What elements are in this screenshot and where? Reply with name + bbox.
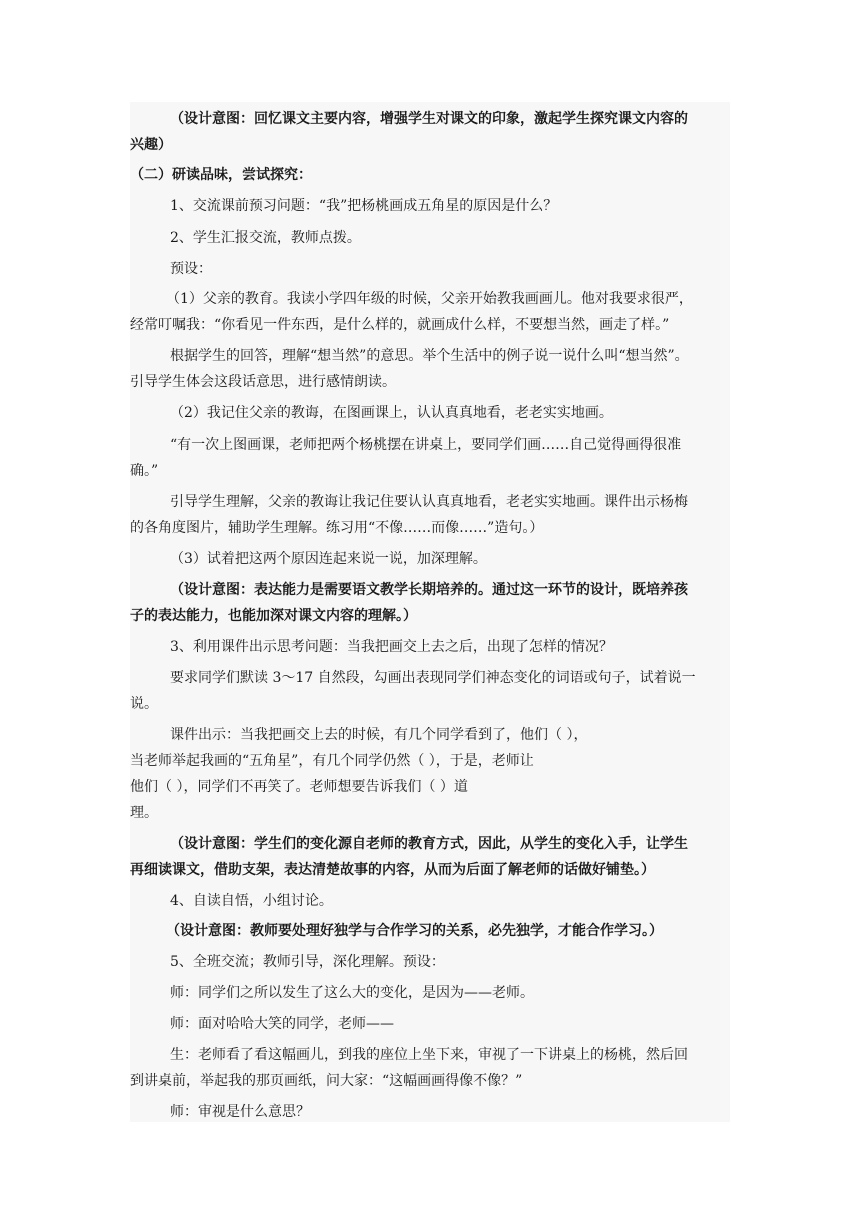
reason-2: （2）我记住父亲的教诲，在图画课上，认认真真地看，老老实实地画。 bbox=[170, 405, 613, 421]
design-intent-1-line1: （设计意图：回忆课文主要内容，增强学生对课文的印象，激起学生探究课文内容的 bbox=[170, 111, 688, 127]
teacher-line-1: 师：同学们之所以发生了这么大的变化，是因为——老师。 bbox=[170, 985, 534, 1001]
step-3: 3、利用课件出示思考问题：当我把画交上去之后，出现了怎样的情况？ bbox=[170, 639, 613, 655]
courseware-line2: 当老师举起我画的“五角星”，有几个同学仍然（ ），于是，老师让 bbox=[130, 753, 534, 769]
design-intent-2-line2: 子的表达能力，也能加深对课文内容的理解。） bbox=[130, 608, 417, 624]
quote-line2: 确。” bbox=[130, 463, 159, 479]
student-line-1: 生：老师看了看这幅画儿，到我的座位上坐下来，审视了一下讲桌上的杨桃，然后回 bbox=[170, 1047, 688, 1063]
step-2: 2、学生汇报交流，教师点拨。 bbox=[170, 230, 361, 246]
reason-1-line1: （1）父亲的教育。我读小学四年级的时候，父亲开始教我画画儿。他对我要求很严， bbox=[166, 291, 693, 307]
section-heading-2: （二）研读品味，尝试探究： bbox=[130, 167, 312, 183]
courseware-line1: 课件出示：当我把画交上去的时候，有几个同学看到了，他们（ ）， bbox=[170, 727, 588, 743]
reason-3: （3）试着把这两个原因连起来说一说，加深理解。 bbox=[170, 551, 487, 567]
design-intent-3-line1: （设计意图：学生们的变化源自老师的教育方式，因此，从学生的变化入手，让学生 bbox=[170, 836, 688, 852]
quote-line1: “有一次上图画课，老师把两个杨桃摆在讲桌上，要同学们画……自己觉得画得很准 bbox=[170, 437, 682, 453]
guide-1-line1: 根据学生的回答，理解“想当然”的意思。举个生活中的例子说一说什么叫“想当然”。 bbox=[170, 348, 689, 364]
reading-task-line1: 要求同学们默读 3～17 自然段，勾画出表现同学们神态变化的词语或句子，试着说一 bbox=[170, 670, 696, 686]
design-intent-1-line2: 兴趣） bbox=[130, 137, 172, 153]
step-1: 1、交流课前预习问题：“我”把杨桃画成五角星的原因是什么？ bbox=[170, 198, 558, 214]
teacher-line-2: 师：面对哈哈大笑的同学，老师—— bbox=[170, 1016, 394, 1032]
guide-2-line2: 的各角度图片，辅助学生理解。练习用“不像……而像……”造句。） bbox=[130, 520, 544, 536]
reading-task-line2: 说。 bbox=[130, 696, 158, 712]
teacher-line-3: 师：审视是什么意思？ bbox=[170, 1104, 310, 1120]
student-line-2: 到讲桌前，举起我的那页画纸，问大家：“这幅画画得像不像？” bbox=[130, 1073, 523, 1089]
design-intent-3-line2: 再细读课文，借助支架，表达清楚故事的内容，从而为后面了解老师的话做好铺垫。） bbox=[130, 862, 655, 878]
courseware-line3: 他们（ ），同学们不再笑了。老师想要告诉我们（ ）道 bbox=[130, 779, 468, 795]
step-4: 4、自读自悟，小组讨论。 bbox=[170, 893, 333, 909]
courseware-line4: 理。 bbox=[130, 805, 158, 821]
design-intent-4: （设计意图：教师要处理好独学与合作学习的关系，必先独学，才能合作学习。） bbox=[166, 923, 663, 939]
guide-2-line1: 引导学生理解，父亲的教诲让我记住要认认真真地看，老老实实地画。课件出示杨梅 bbox=[170, 494, 688, 510]
guide-1-line2: 引导学生体会这段话意思，进行感情朗读。 bbox=[130, 374, 396, 390]
preset-label: 预设： bbox=[170, 261, 212, 277]
reason-1-line2: 经常叮嘱我：“你看见一件东西，是什么样的，就画成什么样，不要想当然，画走了样。” bbox=[130, 317, 670, 333]
design-intent-2-line1: （设计意图：表达能力是需要语文教学长期培养的。通过这一环节的设计，既培养孩 bbox=[170, 582, 688, 598]
step-5: 5、全班交流；教师引导，深化理解。预设： bbox=[170, 954, 445, 970]
